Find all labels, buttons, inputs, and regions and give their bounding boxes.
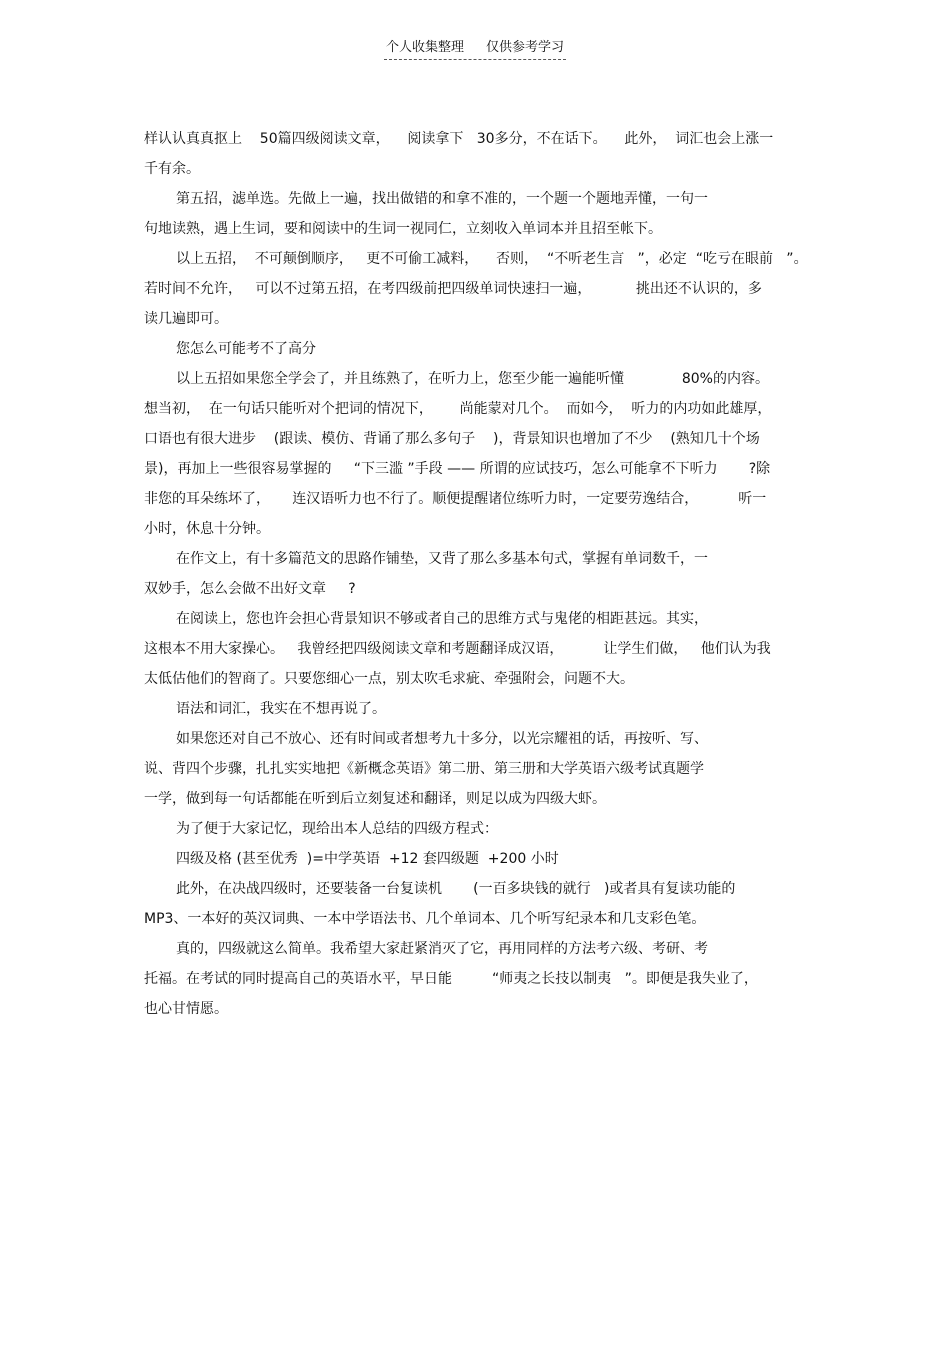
text-line: MP3、一本好的英汉词典、一本中学语法书、几个单词本、几个听写纪录本和几支彩色笔。 bbox=[144, 911, 706, 927]
text-line: 样认认真真抠上 50篇四级阅读文章， 阅读拿下 30多分，不在话下。 此外， 词汇也会上涨一 bbox=[144, 131, 774, 147]
document-body bbox=[144, 124, 814, 1024]
text-line: 这根本不用大家操心。 我曾经把四级阅读文章和考题翻译成汉语， 让学生们做， 他们认为我 bbox=[144, 641, 771, 657]
text-line: 景)，再加上一些很容易掌握的 “下三滥 ”手段 —— 所谓的应试技巧，怎么可能拿不下听力 ?除 bbox=[144, 461, 771, 477]
text-line: 在作文上，有十多篇范文的思路作铺垫，又背了那么多基本句式，掌握有单词数千，一 bbox=[176, 551, 708, 567]
page-header bbox=[0, 40, 950, 60]
text-line: 以上五招如果您全学会了，并且练熟了，在听力上，您至少能一遍能听懂 80%的内容。 bbox=[176, 371, 769, 387]
text-line: 也心甘情愿。 bbox=[144, 1001, 228, 1017]
text-line: 为了便于大家记忆，现给出本人总结的四级方程式： bbox=[176, 821, 498, 837]
header-text bbox=[384, 40, 566, 60]
text-line: 句地读熟，遇上生词，要和阅读中的生词一视同仁，立刻收入单词本并且招至帐下。 bbox=[144, 221, 662, 237]
text-line: 如果您还对自己不放心、还有时间或者想考九十多分，以光宗耀祖的话，再按听、写、 bbox=[176, 731, 708, 747]
text-line: 双妙手，怎么会做不出好文章 ? bbox=[144, 581, 356, 597]
text-line: 真的，四级就这么简单。我希望大家赶紧消灭了它，再用同样的方法考六级、考研、考 bbox=[176, 941, 708, 957]
text-line: 此外，在决战四级时，还要装备一台复读机 (一百多块钱的就行 )或者具有复读功能的 bbox=[176, 881, 736, 897]
section-heading: 您怎么可能考不了高分 bbox=[176, 341, 316, 357]
text-line: 读几遍即可。 bbox=[144, 311, 228, 327]
header-left: 个人收集整理 bbox=[385, 40, 464, 55]
text-line: 说、背四个步骤，扎扎实实地把《新概念英语》第二册、第三册和大学英语六级考试真题学 bbox=[144, 761, 704, 777]
text-line: 托福。在考试的同时提高自己的英语水平，早日能 “师夷之长技以制夷 ”。即便是我失业了， bbox=[144, 971, 758, 987]
text-line: 非您的耳朵练坏了， 连汉语听力也不行了。顺便提醒诸位练听力时，一定要劳逸结合， 听一 bbox=[144, 491, 767, 507]
text-line: 小时，休息十分钟。 bbox=[144, 521, 270, 537]
text-line: 想当初， 在一句话只能听对个把词的情况下， 尚能蒙对几个。 而如今， 听力的内功如此雄厚， bbox=[144, 401, 772, 417]
text-line: 口语也有很大进步 (跟读、模仿、背诵了那么多句子 )，背景知识也增加了不少 (熟知几十个场 bbox=[144, 431, 760, 447]
text-line: 语法和词汇，我实在不想再说了。 bbox=[176, 701, 386, 717]
text-line: 若时间不允许， 可以不过第五招，在考四级前把四级单词快速扫一遍， 挑出还不认识的，多 bbox=[144, 281, 762, 297]
header-right: 仅供参考学习 bbox=[486, 40, 565, 55]
text-line: 太低估他们的智商了。只要您细心一点，别太吹毛求疵、牵强附会，问题不大。 bbox=[144, 671, 634, 687]
formula-line: 四级及格 (甚至优秀 )=中学英语 +12 套四级题 +200 小时 bbox=[176, 851, 559, 867]
text-line: 千有余。 bbox=[144, 161, 200, 177]
text-line: 一学，做到每一句话都能在听到后立刻复述和翻译，则足以成为四级大虾。 bbox=[144, 791, 606, 807]
text-line: 在阅读上，您也许会担心背景知识不够或者自己的思维方式与鬼佬的相距甚远。其实， bbox=[176, 611, 708, 627]
text-line: 第五招，滤单选。先做上一遍，找出做错的和拿不准的，一个题一个题地弄懂，一句一 bbox=[176, 191, 708, 207]
text-line: 以上五招， 不可颠倒顺序， 更不可偷工减料， 否则， “不听老生言 ”，必定 “吃亏在眼前 ”。 bbox=[176, 251, 808, 267]
